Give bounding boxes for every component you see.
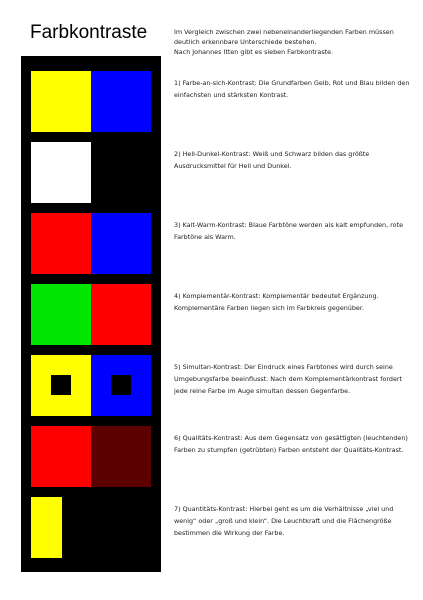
swatch-4-right <box>91 284 151 345</box>
swatch-5-left <box>31 355 91 416</box>
swatch-7-left <box>31 497 62 558</box>
swatch-panel <box>21 56 161 572</box>
page-title: Farbkontraste <box>30 22 148 43</box>
contrast-description-1: 1) Farbe-an-sich-Kontrast: Die Grundfarben Gelb, Rot und Blau bilden den einfachsten und stärksten Kontrast. <box>174 79 410 99</box>
swatch-2-left <box>31 142 91 203</box>
swatch-6-left <box>31 426 91 487</box>
intro-text <box>174 27 414 58</box>
intro-line: Im Vergleich zwischen zwei nebeneinanderliegenden Farben müssen <box>174 28 394 36</box>
swatch-4-left <box>31 284 91 345</box>
contrast-description-6: 6) Qualitäts-Kontrast: Aus dem Gegensatz von gesättigten (leuchtenden) Farben zu stumpfen (getrübten) Farben entsteht der Qualitäts-Kontrast. <box>174 434 408 454</box>
swatch-6-right <box>91 426 151 487</box>
contrast-description-5: 5) Simultan-Kontrast: Der Eindruck eines Farbtones wird durch seine Umgebungsfarbe beeinflusst. Nach dem Komplementärkontrast fordert jede reine Farbe im Auge simultan dessen Gegenfarbe. <box>174 363 403 395</box>
swatch-5-left-inner-square <box>51 375 71 395</box>
contrast-description-4: 4) Komplementär-Kontrast: Komplementär bedeutet Ergänzung. Komplementäre Farben liegen sich im Farbkreis gegenüber. <box>174 292 379 312</box>
swatch-2-right <box>91 142 151 203</box>
swatch-1-left <box>31 71 91 132</box>
swatch-3-left <box>31 213 91 274</box>
contrast-description-2: 2) Hell-Dunkel-Kontrast: Weiß und Schwarz bilden das größte Ausdrucksmittel für Hell und Dunkel. <box>174 150 370 170</box>
swatch-1-right <box>91 71 151 132</box>
contrast-description-7: 7) Quantitäts-Kontrast: Hierbei geht es um die Verhältnisse „viel und wenig“ oder „groß und klein“. Die Leuchtkraft und die Flächengröße bestimmen die Wirkung der Farbe. <box>174 505 394 537</box>
swatch-7-right <box>62 497 151 558</box>
intro-line: deutlich erkennbare Unterschiede bestehen. <box>174 38 317 47</box>
swatch-5-right <box>91 355 151 416</box>
swatch-5-right-inner-square <box>111 375 131 395</box>
contrast-description-3: 3) Kalt-Warm-Kontrast: Blaue Farbtöne werden als kalt empfunden, rote Farbtöne als Warm. <box>174 221 404 241</box>
swatch-3-right <box>91 213 151 274</box>
intro-line: Nach Johannes Itten gibt es sieben Farbkontraste. <box>174 48 334 57</box>
